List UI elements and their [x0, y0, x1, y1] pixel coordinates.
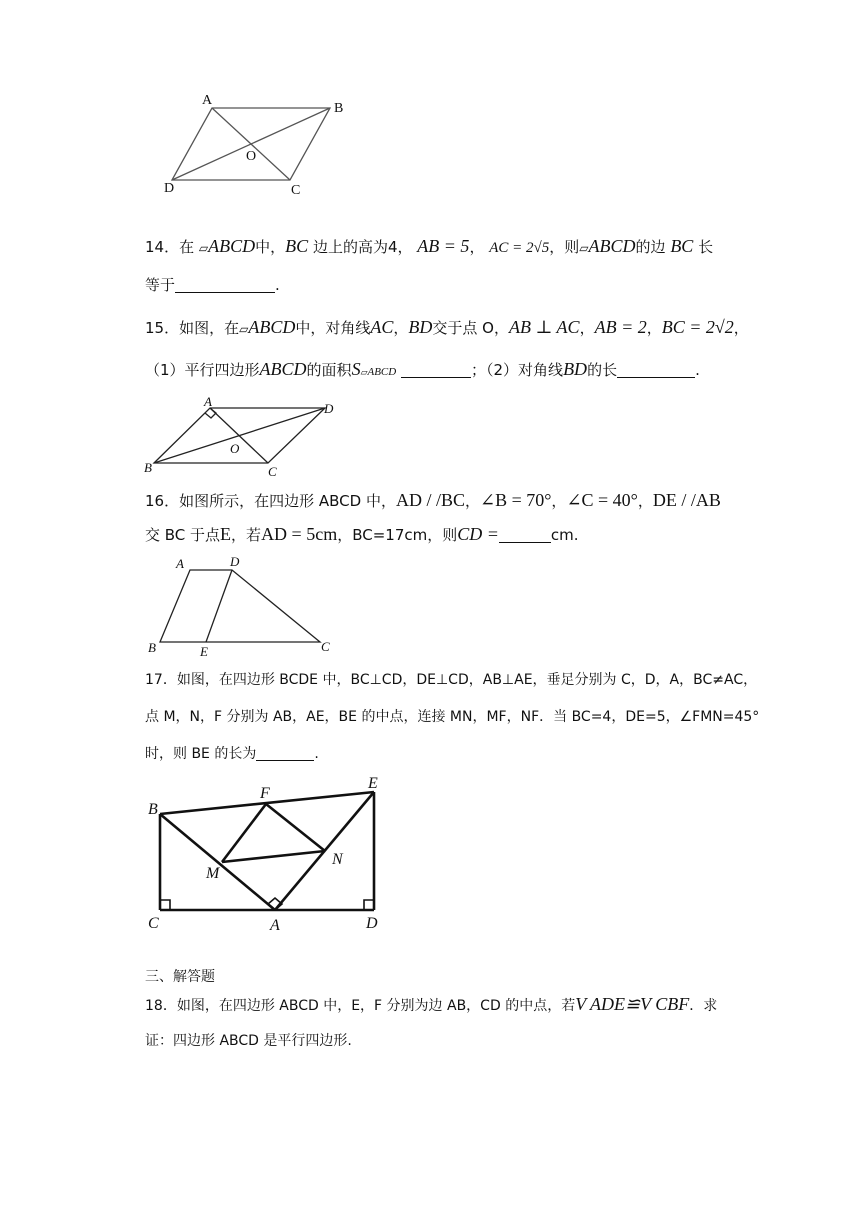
- label-c: C: [268, 464, 277, 479]
- label-d: D: [230, 554, 240, 569]
- question-17-line-3: 时，则 BE 的长为 .: [145, 746, 319, 762]
- label-d: D: [324, 401, 334, 416]
- figure-q17-quadrilateral: [142, 772, 392, 936]
- label-o: O: [246, 149, 257, 164]
- label-o: O: [230, 441, 240, 456]
- question-14-line-1: 14．在 ▱ABCD中，BC 边上的高为4， AB = 5， AC = 2√5，则▱ABCD的边 BC 长: [145, 236, 714, 256]
- label-d: D: [164, 181, 175, 196]
- label-a: A: [204, 394, 212, 409]
- answer-blank-15-1[interactable]: [401, 361, 471, 378]
- question-16-line-2: 交 BC 于点E，若AD = 5cm，BC=17cm，则CD = cm.: [145, 524, 579, 544]
- label-a: A: [202, 93, 213, 108]
- answer-blank-14[interactable]: [175, 276, 275, 293]
- question-15-line-2: （1）平行四边形ABCD的面积S▱ABCD ；（2）对角线BD的长 .: [145, 359, 700, 379]
- label-e: E: [368, 775, 378, 792]
- label-n: N: [332, 851, 343, 868]
- figure-q16-trapezoid: [140, 554, 350, 658]
- section-heading: 三、解答题: [145, 969, 215, 985]
- question-17-line-1: 17．如图，在四边形 BCDE 中，BC⊥CD，DE⊥CD，AB⊥AE，垂足分别为 C，D，A，BC≠AC，: [145, 672, 758, 688]
- answer-blank-16[interactable]: [499, 526, 551, 543]
- figure-parallelogram-abcd: [160, 88, 360, 200]
- label-a: A: [176, 556, 184, 571]
- label-f: F: [260, 785, 270, 802]
- label-b: B: [144, 460, 152, 475]
- label-c: C: [321, 639, 330, 654]
- label-b: B: [148, 640, 156, 655]
- question-18-line-2: 证：四边形 ABCD 是平行四边形.: [145, 1033, 352, 1049]
- question-16-line-1: 16．如图所示，在四边形 ABCD 中，AD / /BC，∠B = 70°，∠C = 40°，DE / /AB: [145, 490, 721, 510]
- question-14-line-2: 等于 .: [145, 276, 280, 294]
- label-c: C: [148, 915, 159, 932]
- label-c: C: [291, 183, 301, 198]
- question-17-line-2: 点 M，N，F 分别为 AB，AE，BE 的中点，连接 MN，MF，NF．当 BC=4，DE=5，∠FMN=45°: [145, 709, 760, 725]
- label-e: E: [200, 644, 208, 659]
- label-a: A: [270, 917, 280, 934]
- label-d: D: [366, 915, 378, 932]
- question-15-line-1: 15．如图，在▱ABCD中，对角线AC，BD交于点 O，AB ⊥ AC，AB = 2，BC = 2√2，: [145, 317, 749, 337]
- answer-blank-15-2[interactable]: [617, 361, 695, 378]
- label-b: B: [148, 801, 158, 818]
- label-b: B: [334, 101, 344, 116]
- figure-q15-parallelogram: [140, 394, 350, 484]
- question-18-line-1: 18．如图，在四边形 ABCD 中，E，F 分别为边 AB，CD 的中点，若V ADE≌V CBF．求: [145, 994, 718, 1014]
- answer-blank-17[interactable]: [256, 744, 314, 761]
- label-m: M: [206, 865, 220, 882]
